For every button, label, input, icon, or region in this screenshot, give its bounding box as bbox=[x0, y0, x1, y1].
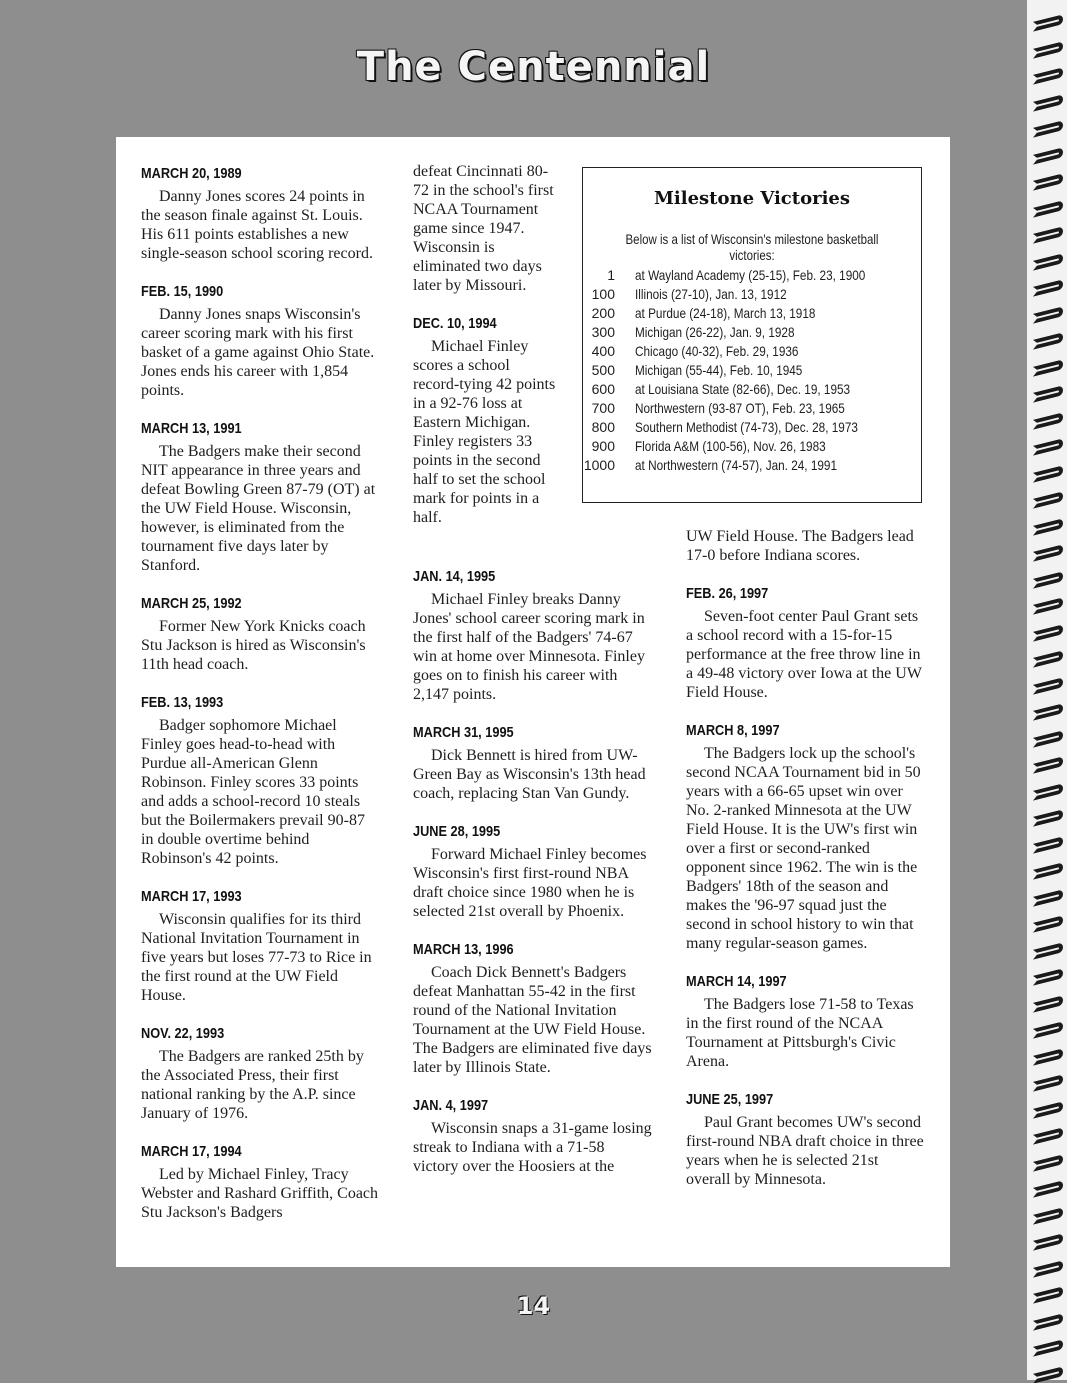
content-panel bbox=[116, 137, 950, 1267]
entry-text: The Badgers make their second NIT appearance in three years and defeat Bowling Green 87-79 (OT) at the UW Field House. Wisconsin, however, is eliminated from the tournament five days later by Stanford. bbox=[141, 443, 376, 574]
entry-date: DEC. 10, 1994 bbox=[413, 315, 497, 332]
binding-coil bbox=[1033, 1180, 1063, 1197]
entry-date: MARCH 14, 1997 bbox=[686, 973, 787, 990]
binding-coil bbox=[1033, 836, 1063, 853]
timeline-entry bbox=[413, 723, 653, 803]
binding-coil bbox=[1033, 942, 1063, 959]
timeline-entry bbox=[413, 162, 560, 295]
milestone-game: Southern Methodist (74-73), Dec. 28, 1973 bbox=[635, 419, 858, 435]
binding-coil bbox=[1033, 359, 1063, 376]
binding-coil bbox=[1033, 1339, 1063, 1356]
timeline-entry bbox=[141, 282, 379, 400]
entry-text: Michael Finley scores a school record-tying 42 points in a 92-76 loss at Eastern Michigan. Finley registers 33 points in the second half to set the school mark for points in a half. bbox=[413, 338, 556, 526]
milestone-row bbox=[583, 361, 921, 380]
binding-coil bbox=[1033, 173, 1063, 190]
binding-coil bbox=[1033, 253, 1063, 270]
milestone-row bbox=[583, 304, 921, 323]
timeline-entry bbox=[141, 594, 379, 674]
binding-coil bbox=[1033, 624, 1063, 641]
milestone-intro: Below is a list of Wisconsin's milestone basketball victories: bbox=[625, 231, 879, 263]
entry-text: Former New York Knicks coach Stu Jackson is hired as Wisconsin's 11th head coach. bbox=[141, 618, 366, 673]
timeline-entry bbox=[141, 887, 379, 1005]
binding-coil bbox=[1033, 915, 1063, 932]
entry-text: The Badgers are ranked 25th by the Associated Press, their first national ranking by the A.P. since January of 1976. bbox=[141, 1048, 364, 1122]
binding-coil bbox=[1033, 306, 1063, 323]
entry-text: Led by Michael Finley, Tracy Webster and Rashard Griffith, Coach Stu Jackson's Badgers bbox=[141, 1166, 379, 1221]
binding-coil bbox=[1033, 650, 1063, 667]
milestone-number: 400 bbox=[591, 343, 615, 359]
milestone-game: at Wayland Academy (25-15), Feb. 23, 1900 bbox=[635, 267, 866, 283]
milestone-number: 900 bbox=[591, 438, 615, 454]
binding-coil bbox=[1033, 703, 1063, 720]
milestone-game: Michigan (26-22), Jan. 9, 1928 bbox=[635, 324, 795, 340]
binding-coil bbox=[1033, 809, 1063, 826]
binding-coil bbox=[1033, 465, 1063, 482]
milestone-number: 100 bbox=[591, 286, 615, 302]
milestone-game: Florida A&M (100-56), Nov. 26, 1983 bbox=[635, 438, 826, 454]
entry-date: MARCH 20, 1989 bbox=[141, 165, 242, 182]
binding-coil bbox=[1033, 756, 1063, 773]
timeline-entry bbox=[413, 314, 560, 527]
milestone-game: Chicago (40-32), Feb. 29, 1936 bbox=[635, 343, 799, 359]
binding-coil bbox=[1033, 332, 1063, 349]
binding-coil bbox=[1033, 491, 1063, 508]
binding-coil bbox=[1033, 385, 1063, 402]
entry-text: The Badgers lose 71-58 to Texas in the first round of the NCAA Tournament at Pittsburgh's Civic Arena. bbox=[686, 996, 914, 1070]
timeline-entry bbox=[686, 972, 926, 1071]
binding-coil bbox=[1033, 120, 1063, 137]
milestone-number: 200 bbox=[591, 305, 615, 321]
timeline-entry bbox=[686, 721, 926, 953]
milestone-game: Northwestern (93-87 OT), Feb. 23, 1965 bbox=[635, 400, 845, 416]
milestone-row bbox=[583, 285, 921, 304]
milestone-game: at Louisiana State (82-66), Dec. 19, 1953 bbox=[635, 381, 851, 397]
entry-date: FEB. 13, 1993 bbox=[141, 694, 224, 711]
timeline-entry bbox=[141, 419, 379, 575]
binding-coil bbox=[1033, 94, 1063, 111]
milestone-row bbox=[583, 266, 921, 285]
binding-coil bbox=[1033, 279, 1063, 296]
binding-coil bbox=[1033, 1127, 1063, 1144]
timeline-column-2 bbox=[413, 567, 653, 1195]
timeline-column-2-top bbox=[413, 162, 560, 546]
entry-date: JUNE 25, 1997 bbox=[686, 1091, 774, 1108]
entry-date: FEB. 15, 1990 bbox=[141, 283, 224, 300]
entry-text: Dick Bennett is hired from UW-Green Bay as Wisconsin's 13th head coach, replacing Stan Van Gundy. bbox=[413, 747, 646, 802]
entry-text: Wisconsin snaps a 31-game losing streak to Indiana with a 71-58 victory over the Hoosiers at the bbox=[413, 1120, 652, 1175]
milestone-row bbox=[583, 323, 921, 342]
entry-text: The Badgers lock up the school's second NCAA Tournament bid in 50 years with a 66-65 upset win over No. 2-ranked Minnesota at the UW Field House. It is the UW's first win over a first or second-ranked opponent since 1962. The win is the Badgers' 18th of the season and makes the '96-97 squad just the second in school history to win that many regular-season games. bbox=[686, 745, 921, 952]
binding-coil bbox=[1033, 412, 1063, 429]
milestone-number: 700 bbox=[591, 400, 615, 416]
entry-date: MARCH 13, 1991 bbox=[141, 420, 242, 437]
binding-coil bbox=[1033, 200, 1063, 217]
entry-text: Danny Jones snaps Wisconsin's career scoring mark with his first basket of a game against Ohio State. Jones ends his career with 1,854 points. bbox=[141, 306, 375, 399]
binding-coil bbox=[1033, 1260, 1063, 1277]
entry-date: MARCH 17, 1994 bbox=[141, 1143, 242, 1160]
binding-coil bbox=[1033, 1074, 1063, 1091]
milestone-number: 800 bbox=[591, 419, 615, 435]
entry-text: Wisconsin qualifies for its third National Invitation Tournament in five years but loses 77-73 to Rice in the first round at the UW Field House. bbox=[141, 911, 372, 1004]
milestone-list bbox=[583, 266, 921, 475]
entry-text: Coach Dick Bennett's Badgers defeat Manhattan 55-42 in the first round of the National Invitation Tournament at the UW Field House. The Badgers are eliminated five days later by Illinois State. bbox=[413, 964, 652, 1076]
entry-date: JUNE 28, 1995 bbox=[413, 823, 501, 840]
milestone-number: 600 bbox=[591, 381, 615, 397]
binding-coil bbox=[1033, 968, 1063, 985]
timeline-entry bbox=[413, 567, 653, 704]
entry-text: Michael Finley breaks Danny Jones' school career scoring mark in the first half of the Badgers' 74-67 win at home over Minnesota. Finley goes on to finish his career with 2,147 points. bbox=[413, 591, 645, 703]
milestone-game: Illinois (27-10), Jan. 13, 1912 bbox=[635, 286, 787, 302]
entry-date: MARCH 31, 1995 bbox=[413, 724, 514, 741]
timeline-entry bbox=[413, 940, 653, 1077]
milestone-number: 300 bbox=[591, 324, 615, 340]
timeline-entry bbox=[141, 1024, 379, 1123]
entry-date: MARCH 17, 1993 bbox=[141, 888, 242, 905]
milestone-row bbox=[583, 418, 921, 437]
binding-coil bbox=[1033, 438, 1063, 455]
binding-coil bbox=[1033, 995, 1063, 1012]
milestone-number: 1 bbox=[607, 267, 615, 283]
spiral-binding bbox=[1027, 0, 1067, 1380]
entry-text: Forward Michael Finley becomes Wisconsin's first first-round NBA draft choice since 1980 when he is selected 21st overall by Phoenix. bbox=[413, 846, 647, 920]
binding-coil bbox=[1033, 14, 1063, 31]
binding-coil bbox=[1033, 1233, 1063, 1250]
entry-text: Paul Grant becomes UW's second first-round NBA draft choice in three years when he is selected 21st overall by Minnesota. bbox=[686, 1114, 924, 1188]
entry-date: JAN. 4, 1997 bbox=[413, 1097, 489, 1114]
page-number: 14 bbox=[516, 1292, 551, 1320]
binding-coil bbox=[1033, 571, 1063, 588]
milestone-row bbox=[583, 380, 921, 399]
binding-coil bbox=[1033, 1021, 1063, 1038]
entry-date: MARCH 8, 1997 bbox=[686, 722, 780, 739]
binding-coil bbox=[1033, 1048, 1063, 1065]
milestone-victories-box bbox=[582, 167, 922, 503]
milestone-row bbox=[583, 342, 921, 361]
timeline-entry bbox=[413, 822, 653, 921]
timeline-entry bbox=[141, 1142, 379, 1222]
binding-coil bbox=[1033, 1101, 1063, 1118]
binding-coil bbox=[1033, 730, 1063, 747]
timeline-entry bbox=[686, 527, 926, 565]
milestone-game: at Purdue (24-18), March 13, 1918 bbox=[635, 305, 816, 321]
entry-text: Seven-foot center Paul Grant sets a school record with a 15-for-15 performance at the free throw line in a 49-48 victory over Iowa at the UW Field House. bbox=[686, 608, 922, 701]
milestone-row bbox=[583, 437, 921, 456]
timeline-column-1 bbox=[141, 164, 379, 1241]
binding-coil bbox=[1033, 1366, 1063, 1383]
timeline-entry bbox=[141, 164, 379, 263]
milestone-row bbox=[583, 456, 921, 475]
binding-coil bbox=[1033, 889, 1063, 906]
binding-coil bbox=[1033, 518, 1063, 535]
entry-text: defeat Cincinnati 80-72 in the school's first NCAA Tournament game since 1947. Wisconsin is eliminated two days later by Missouri. bbox=[413, 163, 554, 294]
milestone-heading: Milestone Victories bbox=[654, 188, 850, 209]
entry-date: JAN. 14, 1995 bbox=[413, 568, 496, 585]
binding-coil bbox=[1033, 862, 1063, 879]
entry-date: MARCH 25, 1992 bbox=[141, 595, 242, 612]
milestone-number: 500 bbox=[591, 362, 615, 378]
binding-coil bbox=[1033, 677, 1063, 694]
binding-coil bbox=[1033, 147, 1063, 164]
binding-coil bbox=[1033, 783, 1063, 800]
page-title: The Centennial bbox=[356, 44, 711, 90]
entry-text: Badger sophomore Michael Finley goes head-to-head with Purdue all-American Glenn Robinson. Finley scores 33 points and adds a school-record 10 steals but the Boilermakers prevail 90-87 in double overtime behind Robinson's 42 points. bbox=[141, 717, 365, 867]
binding-coil bbox=[1033, 1207, 1063, 1224]
milestone-game: at Northwestern (74-57), Jan. 24, 1991 bbox=[635, 457, 837, 473]
entry-text: Danny Jones scores 24 points in the season finale against St. Louis. His 611 points establishes a new single-season school scoring record. bbox=[141, 188, 373, 262]
milestone-number: 1000 bbox=[583, 457, 615, 473]
binding-coil bbox=[1033, 597, 1063, 614]
timeline-entry bbox=[686, 1090, 926, 1189]
entry-date: NOV. 22, 1993 bbox=[141, 1025, 225, 1042]
timeline-entry bbox=[141, 693, 379, 868]
milestone-game: Michigan (55-44), Feb. 10, 1945 bbox=[635, 362, 803, 378]
binding-coil bbox=[1033, 1154, 1063, 1171]
entry-date: MARCH 13, 1996 bbox=[413, 941, 514, 958]
timeline-column-3 bbox=[686, 527, 926, 1208]
timeline-entry bbox=[686, 584, 926, 702]
entry-text: UW Field House. The Badgers lead 17-0 before Indiana scores. bbox=[686, 528, 914, 564]
timeline-entry bbox=[413, 1096, 653, 1176]
entry-date: FEB. 26, 1997 bbox=[686, 585, 769, 602]
binding-coil bbox=[1033, 226, 1063, 243]
binding-coil bbox=[1033, 544, 1063, 561]
milestone-row bbox=[583, 399, 921, 418]
